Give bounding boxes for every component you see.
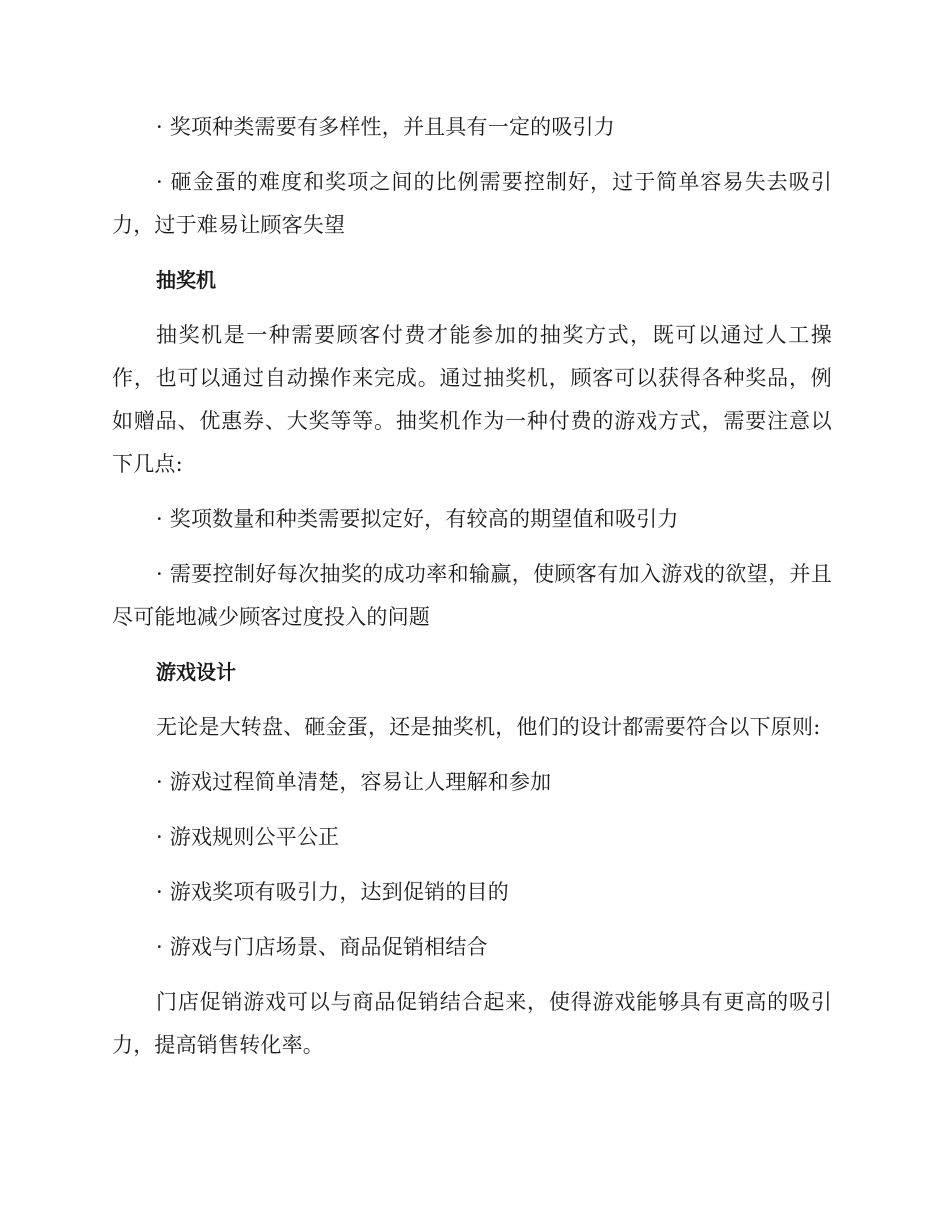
bullet-egg-difficulty: · 砸金蛋的难度和奖项之间的比例需要控制好，过于简单容易失去吸引力，过于难易让顾客失望 <box>112 170 832 237</box>
bullet-fair-rules: · 游戏规则公平公正 <box>156 825 340 849</box>
document-body <box>112 106 832 1079</box>
paragraph-conclusion: 门店促销游戏可以与商品促销结合起来，使得游戏能够具有更高的吸引力，提高销售转化率。 <box>112 990 832 1057</box>
bullet-attractive-prizes: · 游戏奖项有吸引力，达到促销的目的 <box>156 880 509 904</box>
section-heading-lottery-machine: 抽奖机 <box>156 268 216 292</box>
bullet-prize-quantity: · 奖项数量和种类需要拟定好，有较高的期望值和吸引力 <box>156 507 679 531</box>
bullet-store-integration: · 游戏与门店场景、商品促销相结合 <box>156 935 488 959</box>
paragraph-design-principles: 无论是大转盘、砸金蛋，还是抽奖机，他们的设计都需要符合以下原则: <box>156 715 821 739</box>
paragraph-lottery-machine-intro: 抽奖机是一种需要顾客付费才能参加的抽奖方式，既可以通过人工操作，也可以通过自动操作来完成。通过抽奖机，顾客可以获得各种奖品，例如赠品、优惠券、大奖等等。抽奖机作为一种付费的游戏方式，需要注意以下几点: <box>112 323 832 476</box>
bullet-simple-process: · 游戏过程简单清楚，容易让人理解和参加 <box>156 770 552 794</box>
bullet-prize-variety: · 奖项种类需要有多样性，并且具有一定的吸引力 <box>156 115 615 139</box>
section-heading-game-design: 游戏设计 <box>156 660 236 684</box>
bullet-success-rate: · 需要控制好每次抽奖的成功率和输赢，使顾客有加入游戏的欲望，并且尽可能地减少顾客过度投入的问题 <box>112 562 832 629</box>
